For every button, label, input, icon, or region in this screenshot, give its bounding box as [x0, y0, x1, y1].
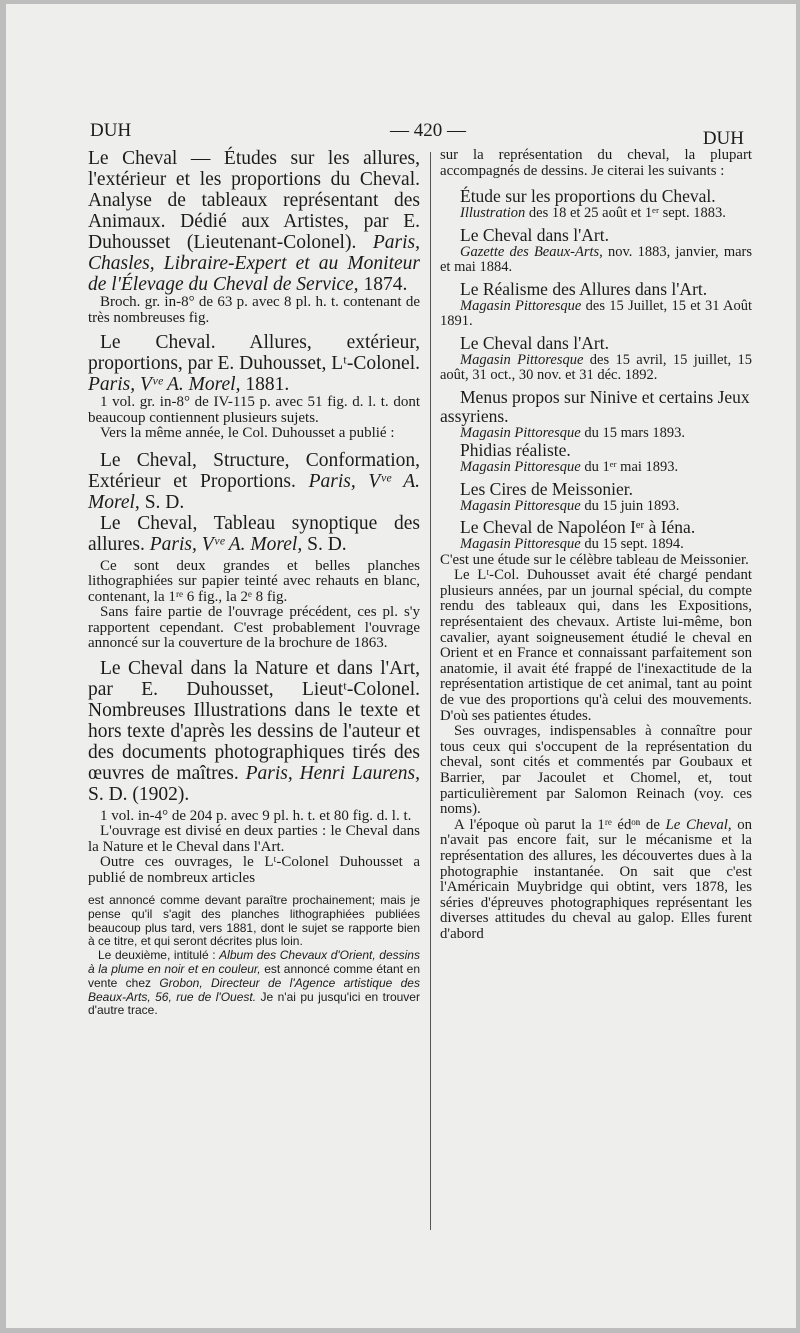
- entry-1: Le Cheval — Études sur les allures, l'extérieur et les proportions du Cheval. Analyse de tableaux représentant des Animaux. Dédié aux Artistes, par E. Duhousset (Lieutenant-Colonel). Paris, Chasles, Libraire-Expert et au Moniteur de l'Élevage du Cheval de Service, 1874.: [88, 148, 420, 295]
- entry-2-desc: 1 vol. gr. in-8° de IV-115 p. avec 51 fig. d. l. t. dont beaucoup contiennent plusieurs sujets.: [88, 394, 420, 426]
- header-left: DUH: [90, 120, 132, 141]
- article-5-title: Menus propos sur Ninive et certains Jeux assyriens.: [440, 386, 750, 426]
- body-paragraph-3: A l'époque où parut la 1ʳᵉ édᵒⁿ de Le Cheval, on n'avait pas encore fait, sur le mécanisme et la représentation des allures, les découvertes dues à la photographie instantanée. On sait que c'est l'Américain Muybridge qui obtint, vers 1878, les séries d'épreuves photographiques représentant les diverses attitudes du cheval au galop. Elles furent d'abord: [440, 816, 753, 942]
- entry-5-note-2: Outre ces ouvrages, le Lᵗ-Colonel Duhousset a publié de nombreux articles: [88, 854, 420, 886]
- left-column: [88, 148, 420, 1018]
- footnote-1: est annoncé comme devant paraître prochainement; mais je pense qu'il s'agit des planches lithographiées publiées beaucoup plus tard, vers 1881, dont le sujet se rapporte bien à ce titre, et qui seront décrites plus loin.: [88, 893, 420, 949]
- running-header: [6, 120, 796, 150]
- articles-intro: sur la représentation du cheval, la plupart accompagnés de dessins. Je citerai les suivants :: [440, 147, 752, 179]
- entry-5: Le Cheval dans la Nature et dans l'Art, par E. Duhousset, Lieutᵗ-Colonel. Nombreuses Illustrations dans le texte et hors texte d'après les dessins de l'auteur et des documents photographiques tirés des œuvres de maîtres. Paris, Henri Laurens, S. D. (1902).: [88, 657, 420, 805]
- article-1-title: Étude sur les proportions du Cheval.: [460, 186, 716, 207]
- article-1-ref: Illustration des 18 et 25 août et 1ᵉʳ sept. 1883.: [460, 205, 726, 222]
- entry-4-desc: Ce sont deux grandes et belles planches lithographiées sur papier teinté avec rehauts en blanc, contenant, la 1ʳᵉ 6 fig., la 2ᵉ 8 fig.: [88, 557, 420, 605]
- article-7-ref: Magasin Pittoresque du 15 juin 1893.: [460, 497, 680, 514]
- article-3-title: Le Réalisme des Allures dans l'Art.: [460, 278, 708, 299]
- article-8-title: Le Cheval de Napoléon Iᵉʳ à Iéna.: [460, 517, 696, 538]
- entry-4-note: Sans faire partie de l'ouvrage précédent, ces pl. s'y rapportent cependant. C'est probablement l'ouvrage annoncé sur la couverture de la brochure de 1863.: [88, 604, 420, 651]
- article-6-title: Phidias réaliste.: [460, 440, 571, 461]
- entry-1-desc: Broch. gr. in-8° de 63 p. avec 8 pl. h. t. contenant de très nombreuses fig.: [88, 294, 420, 326]
- article-4-title: Le Cheval dans l'Art.: [460, 332, 609, 353]
- article-3-ref: Magasin Pittoresque des 15 Juillet, 15 et 31 Août 1891.: [440, 297, 752, 330]
- right-column: [440, 148, 752, 943]
- header-right: DUH: [702, 128, 744, 149]
- entry-4: Le Cheval, Tableau synoptique des allures. Paris, Vᵛᵉ A. Morel, S. D.: [88, 512, 420, 555]
- entry-5-note: L'ouvrage est divisé en deux parties : le Cheval dans la Nature et le Cheval dans l'Art.: [88, 823, 420, 855]
- footnote-2: Le deuxième, intitulé : Album des Chevaux d'Orient, dessins à la plume en noir et en couleur, est annoncé comme étant en vente chez Grobon, Directeur de l'Agence artistique des Beaux-Arts, 56, rue de l'Ouest. Je n'ai pu jusqu'ici en trouver d'autre trace.: [88, 948, 420, 1018]
- body-paragraph-2: Ses ouvrages, indispensables à connaître pour tous ceux qui s'occupent de la représentation du cheval, sont cités et commentés par Goubaux et Barrier, par Jacoulet et Chomel, et, tout particulièrement par Salomon Reinach (voy. ces noms).: [440, 723, 752, 818]
- entry-2: Le Cheval. Allures, extérieur, proportions, par E. Duhousset, Lᵗ-Colonel. Paris, Vᵛᵉ A. Morel, 1881.: [88, 332, 420, 395]
- entry-5-desc: 1 vol. in-4° de 204 p. avec 9 pl. h. t. et 80 fig. d. l. t.: [100, 807, 412, 824]
- body-paragraph-1: Le Lᵗ-Col. Duhousset avait été chargé pendant plusieurs années, par un journal spécial, du compte rendu des tableaux qui, dans les Expositions, représentaient des chevaux. Artiste lui-même, bon cavalier, ayant soigneusement étudié le cheval en Orient et en France et connaissant parfaitement son anatomie, il avait été frappé de l'inexactitude de la représentation artistique de cet animal, tant au point de vue des proportions qu'à celui des mouvements. D'où ses patientes études.: [440, 567, 752, 724]
- article-7-title: Les Cires de Meissonier.: [460, 478, 634, 499]
- page-number: — 420 —: [390, 120, 466, 141]
- article-8-ref: Magasin Pittoresque du 15 sept. 1894.: [460, 536, 684, 553]
- article-2-ref: Gazette des Beaux-Arts, nov. 1883, janvier, mars et mai 1884.: [440, 243, 753, 276]
- entry-3: Le Cheval, Structure, Conformation, Extérieur et Proportions. Paris, Vᵛᵉ A. Morel, S. D.: [88, 449, 421, 513]
- article-8-note: C'est une étude sur le célèbre tableau de Meissonier.: [440, 551, 749, 568]
- article-5-ref: Magasin Pittoresque du 15 mars 1893.: [460, 424, 685, 441]
- article-4-ref: Magasin Pittoresque des 15 avril, 15 juillet, 15 août, 31 oct., 30 nov. et 31 déc. 1892.: [440, 351, 753, 384]
- entry-2-note: Vers la même année, le Col. Duhousset a publié :: [100, 425, 395, 441]
- book-page: [6, 4, 796, 1328]
- article-2-title: Le Cheval dans l'Art.: [460, 224, 609, 245]
- article-6-ref: Magasin Pittoresque du 1ᵉʳ mai 1893.: [460, 459, 679, 476]
- column-divider: [430, 152, 431, 1230]
